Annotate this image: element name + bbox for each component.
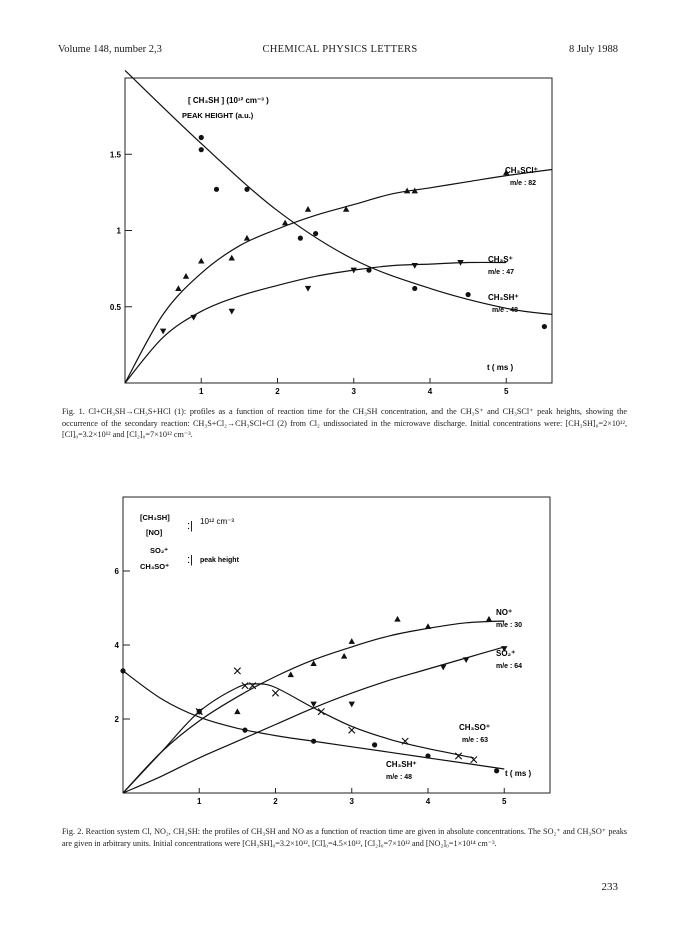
fig1-xaxis-label: t ( ms ) xyxy=(487,363,514,372)
fig2-point-ch-so-m-e-63-6 xyxy=(349,727,355,733)
fig1-label-ch3sh-m: m/e : 48 xyxy=(492,307,519,314)
fig2-legend-b1: SO₂⁺ xyxy=(150,546,169,555)
fig2-point-ch-sh-m-e-48-3 xyxy=(311,739,316,744)
journal-volume: Volume 148, number 2,3 xyxy=(58,44,162,55)
fig2-point-so-m-e-64-2 xyxy=(349,702,355,708)
fig1-ytick-label-1: 1 xyxy=(116,226,121,236)
fig2-xtick-label-5: 5 xyxy=(502,797,507,806)
fig1-legend-line1: [ CH₃SH ] (10¹² cm⁻³ ) xyxy=(188,96,269,105)
fig2-label-ch3so: CH₃SO⁺ xyxy=(459,723,491,732)
fig1-xtick-label-3: 3 xyxy=(351,387,356,396)
fig2-label-so2: SO₂⁺ xyxy=(496,649,516,658)
figure-1-caption: Fig. 1. Cl+CH₃SH→CH₃S+HCl (1): profiles as a function of reaction time for the CH₃SH concentration, and the CH₃S⁺ and CH₃SCl⁺ peak heights, showing the occurrence of the secondary reaction: CH₃S+Cl₂→CH₃SCl+Cl (2) from Cl₂ undissociated in the microwave discharge. Initial concentrations were: [CH₃SH]₀=2×10¹², [Cl]₀=3.2×10¹² and [Cl₂]₀=7×10¹² cm⁻³. xyxy=(62,407,627,439)
fig2-point-no-m-e-30-2 xyxy=(288,671,294,677)
fig1-xtick-label-2: 2 xyxy=(275,387,280,396)
fig2-curve-ch-sh-m-e-48 xyxy=(123,671,504,769)
fig2-ytick-label-0: 2 xyxy=(114,715,119,724)
fig2-point-no-m-e-30-5 xyxy=(349,638,355,644)
fig1-label-ch3sh: CH₃SH⁺ xyxy=(488,293,519,302)
fig1-label-ch3scl: CH₃SCl⁺ xyxy=(505,166,538,175)
fig1-label-ch3s: CH₃S⁺ xyxy=(488,255,513,264)
fig2-point-ch-so-m-e-63-8 xyxy=(455,753,461,759)
journal-title: CHEMICAL PHYSICS LETTERS xyxy=(262,44,418,55)
fig2-legend-a1: [CH₃SH] xyxy=(140,513,170,522)
fig2-point-ch-sh-m-e-48-5 xyxy=(425,753,430,758)
fig1-xtick-label-1: 1 xyxy=(199,387,204,396)
fig2-ytick-label-2: 6 xyxy=(114,567,119,576)
fig2-point-no-m-e-30-6 xyxy=(394,616,400,622)
fig1-label-ch3s-m: m/e : 47 xyxy=(488,269,515,276)
fig2-xtick-label-1: 1 xyxy=(197,797,202,806)
fig1-label-ch3scl-m: m/e : 82 xyxy=(510,180,537,187)
fig2-point-ch-so-m-e-63-5 xyxy=(318,708,324,714)
fig2-label-so2-m: m/e : 64 xyxy=(496,663,523,670)
fig2-point-no-m-e-30-7 xyxy=(425,623,431,629)
figure-2-caption: Fig. 2. Reaction system Cl, NO₂, CH₃SH: the profiles of CH₃SH and NO as a function of reaction time are given in absolute concentrations. The SO₂⁺ and CH₃SO⁺ peaks are given in arbitrary units. Initial concentrations were [CH₃SH]₀=3.2×10¹², [Cl]₀=4.5×10¹², [Cl₂]₀=7×10¹² and [NO₂]₀=1×10¹⁴ cm⁻³. xyxy=(62,827,627,848)
fig2-legend-b-unit: peak height xyxy=(200,557,239,564)
fig2-point-no-m-e-30-8 xyxy=(486,616,492,622)
fig2-point-ch-sh-m-e-48-6 xyxy=(494,768,499,773)
fig1-legend-line2: PEAK HEIGHT (a.u.) xyxy=(182,111,254,120)
fig2-label-ch3sh-m: m/e : 48 xyxy=(386,774,413,781)
fig2-point-ch-sh-m-e-48-2 xyxy=(242,728,247,733)
fig2-point-ch-sh-m-e-48-1 xyxy=(197,709,202,714)
fig2-legend-a-brace: :| xyxy=(187,520,193,532)
fig1-xtick-label-5: 5 xyxy=(504,387,509,396)
fig2-label-no: NO⁺ xyxy=(496,608,513,617)
fig2-point-no-m-e-30-4 xyxy=(341,653,347,659)
fig2-curve-ch-so-m-e-63 xyxy=(123,684,474,793)
fig2-point-ch-sh-m-e-48-4 xyxy=(372,742,377,747)
fig1-xtick-label-4: 4 xyxy=(427,387,433,396)
fig2-label-ch3sh: CH₃SH⁺ xyxy=(386,760,417,769)
publication-date: 8 July 1988 xyxy=(568,44,618,55)
page-number: 233 xyxy=(601,881,618,893)
fig1-ytick-label-0: 0.5 xyxy=(109,302,121,312)
fig2-point-no-m-e-30-1 xyxy=(234,708,240,714)
fig1-ytick-label-2: 1.5 xyxy=(109,150,121,160)
fig2-point-so-m-e-64-3 xyxy=(440,665,446,671)
fig2-curve-so-m-e-64 xyxy=(123,647,504,793)
fig2-label-ch3so-m: m/e : 63 xyxy=(462,737,489,744)
fig2-legend-b-brace: :| xyxy=(187,554,193,566)
fig2-point-ch-so-m-e-63-1 xyxy=(234,668,240,674)
fig2-xtick-label-3: 3 xyxy=(349,797,354,806)
fig2-xtick-label-2: 2 xyxy=(273,797,278,806)
fig2-label-no-m: m/e : 30 xyxy=(496,622,523,629)
fig2-point-ch-sh-m-e-48-0 xyxy=(120,668,125,673)
fig2-xaxis-label: t ( ms ) xyxy=(505,769,532,778)
fig2-point-ch-so-m-e-63-4 xyxy=(272,690,278,696)
fig2-legend-a-unit: 10¹² cm⁻³ xyxy=(200,517,234,526)
fig2-xtick-label-4: 4 xyxy=(425,797,431,806)
fig2-legend-b2: CH₃SO⁺ xyxy=(140,562,170,571)
fig2-legend-a2: [NO] xyxy=(146,528,163,537)
fig2-point-so-m-e-64-4 xyxy=(463,657,469,663)
fig2-plot-frame xyxy=(123,497,550,793)
fig2-ytick-label-1: 4 xyxy=(114,641,119,650)
